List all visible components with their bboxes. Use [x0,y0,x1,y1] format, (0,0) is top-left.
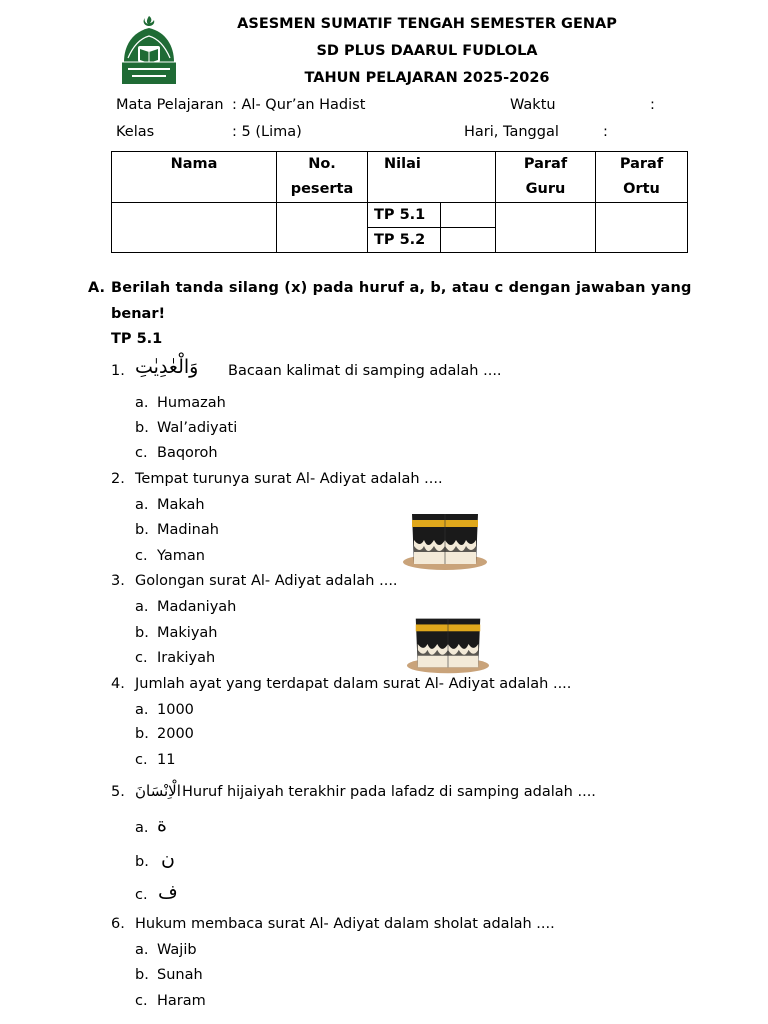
option-text[interactable]: Yaman [157,548,205,564]
option-letter[interactable]: c. [135,445,148,461]
tp-5-2-label: TP 5.2 [368,228,441,253]
instruction-line1: Berilah tanda silang (x) pada huruf a, b, atau c dengan jawaban yang [111,280,692,296]
option-letter[interactable]: a. [135,702,149,718]
option-letter[interactable]: a. [135,497,149,513]
option-text[interactable]: Makiyah [157,625,218,641]
question-text: Golongan surat Al- Adiyat adalah .... [135,573,398,589]
date-label: Hari, Tanggal [464,124,559,140]
tp-5-1-score-cell[interactable] [441,203,496,228]
teacher-signature-cell[interactable] [496,203,596,253]
question-text: Tempat turunya surat Al- Adiyat adalah .... [135,471,443,487]
option-text[interactable]: ة [157,814,167,836]
option-text[interactable]: Haram [157,993,206,1009]
option-letter[interactable]: b. [135,854,149,870]
academic-year: TAHUN PELAJARAN 2025-2026 [304,70,550,86]
exam-title: ASESMEN SUMATIF TENGAH SEMESTER GENAP [237,16,617,32]
kaaba-icon [402,506,488,572]
kaaba-icon [406,610,490,676]
option-text[interactable]: Wal’adiyati [157,420,238,436]
header-paraf-guru [496,152,596,203]
option-letter[interactable]: b. [135,625,149,641]
class-label: Kelas [116,124,155,140]
question-text: Hukum membaca surat Al- Adiyat dalam sholat adalah .... [135,916,555,932]
option-text[interactable]: Humazah [157,395,226,411]
name-cell[interactable] [112,203,277,253]
subject-label: Mata Pelajaran [116,97,224,113]
option-text[interactable]: Makah [157,497,205,513]
header-paraf-ortu [596,152,688,203]
option-letter[interactable]: a. [135,820,149,836]
subject-value: : Al- Qur’an Hadist [232,97,366,113]
option-text[interactable]: 11 [157,752,176,768]
arabic-word: الْاِنْسَانَ [135,782,181,800]
class-value: : 5 (Lima) [232,124,302,140]
question-number: 3. [111,573,125,589]
option-text[interactable]: Madaniyah [157,599,237,615]
header-nilai: Nilai [368,152,496,203]
header-guru-line2: Guru [525,181,566,197]
tp-5-1-label: TP 5.1 [368,203,441,228]
question-number: 4. [111,676,125,692]
tp-heading: TP 5.1 [111,331,163,347]
option-text[interactable]: Madinah [157,522,219,538]
option-letter[interactable]: c. [135,752,148,768]
header-no-line2: peserta [290,181,354,197]
arabic-phrase: وَالْعٰدِيٰتِ [135,356,199,378]
question-text: Huruf hijaiyah terakhir pada lafadz di samping adalah .... [182,784,596,800]
school-name: SD PLUS DAARUL FUDLOLA [316,43,538,59]
number-cell[interactable] [277,203,368,253]
parent-signature-cell[interactable] [596,203,688,253]
tp-5-2-score-cell[interactable] [441,228,496,253]
option-text[interactable]: ن [161,848,175,870]
time-colon: : [650,97,655,113]
option-letter[interactable]: a. [135,395,149,411]
school-logo-icon [118,14,180,90]
question-text: Bacaan kalimat di samping adalah .... [228,363,502,379]
option-letter[interactable]: c. [135,650,148,666]
option-letter[interactable]: b. [135,522,149,538]
option-letter[interactable]: a. [135,599,149,615]
date-colon: : [603,124,608,140]
option-text[interactable]: Irakiyah [157,650,216,666]
option-text[interactable]: Sunah [157,967,203,983]
question-number: 1. [111,363,125,379]
header-guru-line1: Paraf [523,156,568,172]
header-nama: Nama [112,152,277,203]
option-letter[interactable]: b. [135,967,149,983]
header-no-line1: No. [308,156,336,172]
header-no-peserta [277,152,368,203]
header-ortu-line1: Paraf [619,156,664,172]
instruction-line2: benar! [111,306,166,322]
option-text[interactable]: Wajib [157,942,197,958]
option-letter[interactable]: b. [135,726,149,742]
question-number: 5. [111,784,125,800]
option-letter[interactable]: c. [135,993,148,1009]
question-text: Jumlah ayat yang terdapat dalam surat Al- Adiyat adalah .... [135,676,572,692]
option-text[interactable]: ف [158,881,178,903]
score-table [111,151,688,253]
option-text[interactable]: 1000 [157,702,194,718]
time-label: Waktu [510,97,556,113]
option-letter[interactable]: a. [135,942,149,958]
option-text[interactable]: 2000 [157,726,194,742]
option-letter[interactable]: c. [135,887,148,903]
question-number: 6. [111,916,125,932]
option-letter[interactable]: b. [135,420,149,436]
option-text[interactable]: Baqoroh [157,445,218,461]
section-letter: A. [88,280,105,296]
question-number: 2. [111,471,125,487]
option-letter[interactable]: c. [135,548,148,564]
header-ortu-line2: Ortu [623,181,660,197]
